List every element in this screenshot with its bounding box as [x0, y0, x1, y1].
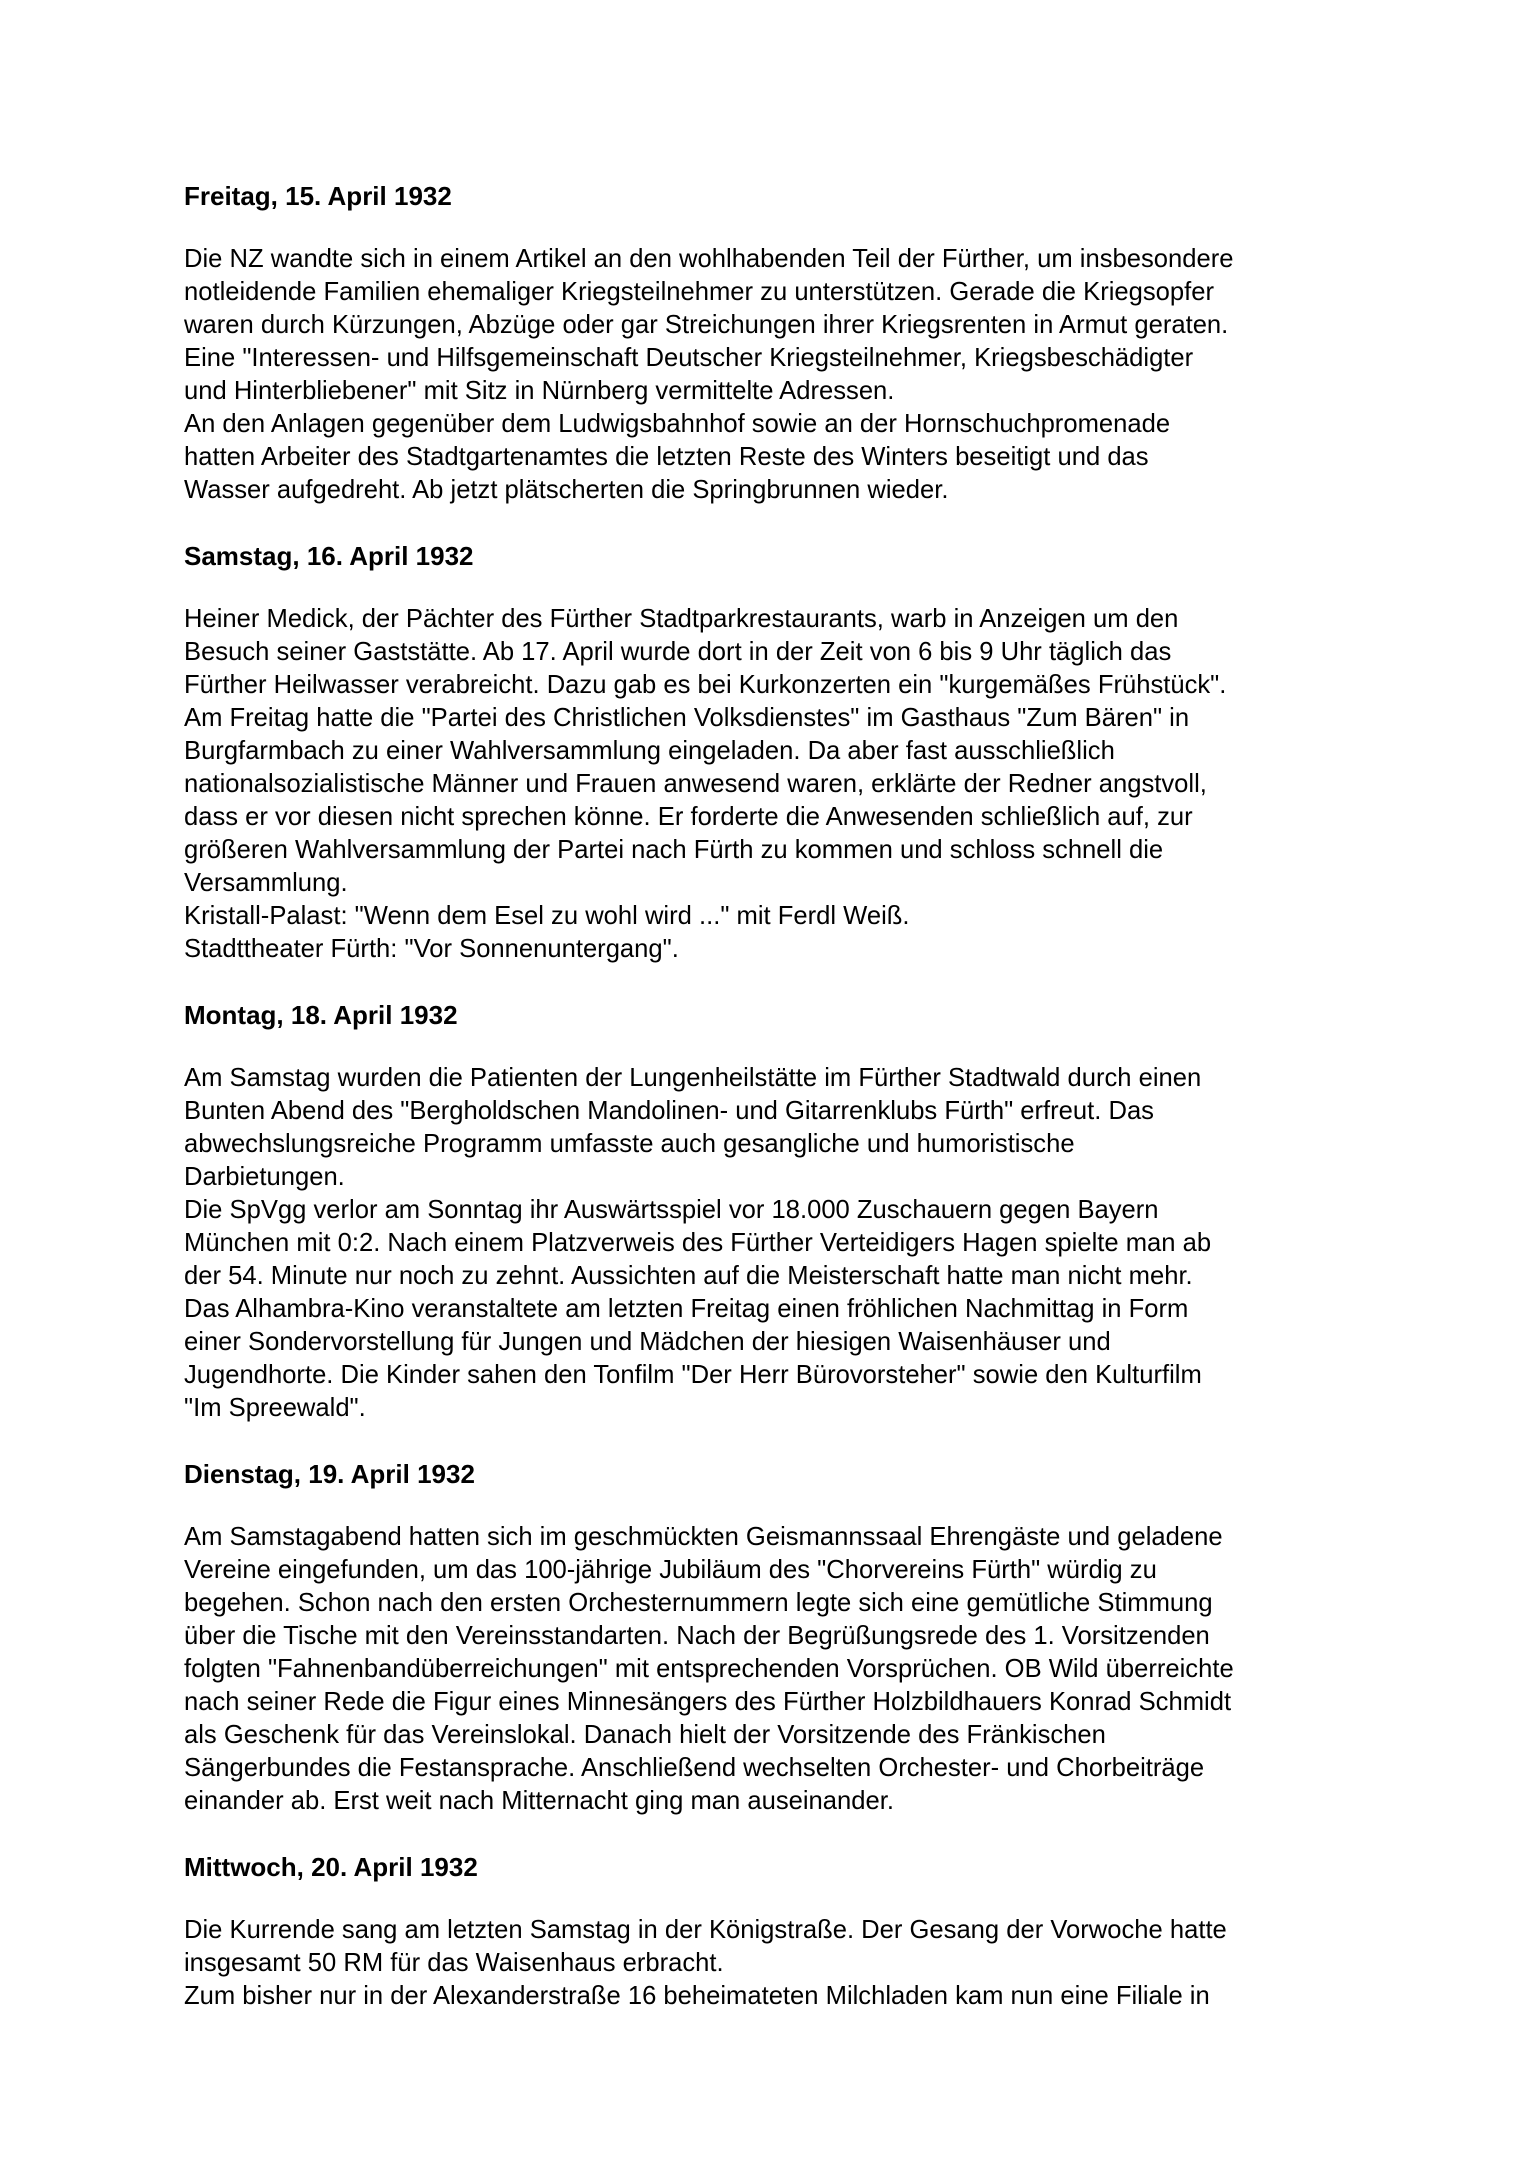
text-line: hatten Arbeiter des Stadtgartenamtes die letzten Reste des Winters beseitigt und das — [184, 443, 1149, 471]
text-line: Sängerbundes die Festansprache. Anschließend wechselten Orchester- und Chorbeiträge — [184, 1754, 1205, 1782]
entry-date: Dienstag, 19. April 1932 — [184, 1459, 475, 1489]
text-line: Das Alhambra-Kino veranstaltete am letzten Freitag einen fröhlichen Nachmittag in Form — [184, 1295, 1189, 1323]
text-line: nach seiner Rede die Figur eines Minnesängers des Fürther Holzbildhauers Konrad Schmidt — [184, 1688, 1232, 1716]
text-line: München mit 0:2. Nach einem Platzverweis des Fürther Verteidigers Hagen spielte man ab — [184, 1229, 1212, 1257]
text-line: Stadttheater Fürth: "Vor Sonnenuntergang". — [184, 935, 679, 963]
text-line: Vereine eingefunden, um das 100-jährige Jubiläum des "Chorvereins Fürth" würdig zu — [184, 1556, 1157, 1584]
entry-date: Samstag, 16. April 1932 — [184, 541, 474, 571]
text-line: nationalsozialistische Männer und Frauen anwesend waren, erklärte der Redner angstvoll, — [184, 770, 1207, 798]
entry-date: Freitag, 15. April 1932 — [184, 181, 452, 211]
text-line: Die SpVgg verlor am Sonntag ihr Auswärtsspiel vor 18.000 Zuschauern gegen Bayern — [184, 1196, 1159, 1224]
text-line: begehen. Schon nach den ersten Orchesternummern legte sich eine gemütliche Stimmung — [184, 1589, 1213, 1617]
text-line: "Im Spreewald". — [184, 1394, 366, 1422]
text-line: insgesamt 50 RM für das Waisenhaus erbracht. — [184, 1949, 724, 1977]
entry-3 — [184, 999, 1414, 1425]
text-line: dass er vor diesen nicht sprechen könne. Er forderte die Anwesenden schließlich auf, zur — [184, 803, 1193, 831]
text-line: Jugendhorte. Die Kinder sahen den Tonfilm "Der Herr Bürovorsteher" sowie den Kulturfilm — [184, 1361, 1202, 1389]
text-line: Zum bisher nur in der Alexanderstraße 16 beheimateten Milchladen kam nun eine Filiale in — [184, 1982, 1210, 2010]
text-line: größeren Wahlversammlung der Partei nach Fürth zu kommen und schloss schnell die — [184, 836, 1164, 864]
entry-1 — [184, 180, 1414, 507]
text-line: Am Freitag hatte die "Partei des Christlichen Volksdienstes" im Gasthaus "Zum Bären" in — [184, 704, 1190, 732]
entry-body — [184, 243, 1414, 507]
text-line: Versammlung. — [184, 869, 348, 897]
text-line: Eine "Interessen- und Hilfsgemeinschaft Deutscher Kriegsteilnehmer, Kriegsbeschädigter — [184, 344, 1194, 372]
entry-date: Montag, 18. April 1932 — [184, 1000, 458, 1030]
text-line: Die Kurrende sang am letzten Samstag in der Königstraße. Der Gesang der Vorwoche hatte — [184, 1916, 1227, 1944]
text-line: Die NZ wandte sich in einem Artikel an den wohlhabenden Teil der Fürther, um insbesondere — [184, 245, 1234, 273]
text-line: Am Samstagabend hatten sich im geschmückten Geismannssaal Ehrengäste und geladene — [184, 1523, 1223, 1551]
text-line: Fürther Heilwasser verabreicht. Dazu gab es bei Kurkonzerten ein "kurgemäßes Frühstück". — [184, 671, 1227, 699]
text-line: der 54. Minute nur noch zu zehnt. Aussichten auf die Meisterschaft hatte man nicht mehr. — [184, 1262, 1193, 1290]
text-line: Darbietungen. — [184, 1163, 345, 1191]
entry-date: Mittwoch, 20. April 1932 — [184, 1852, 478, 1882]
entry-body — [184, 603, 1414, 966]
text-line: Burgfarmbach zu einer Wahlversammlung eingeladen. Da aber fast ausschließlich — [184, 737, 1115, 765]
entry-2 — [184, 540, 1414, 966]
text-line: abwechslungsreiche Programm umfasste auch gesangliche und humoristische — [184, 1130, 1075, 1158]
text-line: Bunten Abend des "Bergholdschen Mandolinen- und Gitarrenklubs Fürth" erfreut. Das — [184, 1097, 1154, 1125]
text-line: Kristall-Palast: "Wenn dem Esel zu wohl wird ..." mit Ferdl Weiß. — [184, 902, 910, 930]
text-line: einander ab. Erst weit nach Mitternacht ging man auseinander. — [184, 1787, 894, 1815]
entry-body — [184, 1062, 1414, 1425]
text-line: einer Sondervorstellung für Jungen und Mädchen der hiesigen Waisenhäuser und — [184, 1328, 1111, 1356]
text-line: Besuch seiner Gaststätte. Ab 17. April wurde dort in der Zeit von 6 bis 9 Uhr täglich das — [184, 638, 1172, 666]
entry-5 — [184, 1851, 1414, 2013]
text-line: waren durch Kürzungen, Abzüge oder gar Streichungen ihrer Kriegsrenten in Armut geraten. — [184, 311, 1229, 339]
text-line: über die Tische mit den Vereinsstandarten. Nach der Begrüßungsrede des 1. Vorsitzenden — [184, 1622, 1210, 1650]
entry-body — [184, 1521, 1414, 1818]
text-line: folgten "Fahnenbandüberreichungen" mit entsprechenden Vorsprüchen. OB Wild überreichte — [184, 1655, 1234, 1683]
text-line: Wasser aufgedreht. Ab jetzt plätscherten die Springbrunnen wieder. — [184, 476, 949, 504]
text-line: als Geschenk für das Vereinslokal. Danach hielt der Vorsitzende des Fränkischen — [184, 1721, 1106, 1749]
entry-body — [184, 1914, 1414, 2013]
text-line: An den Anlagen gegenüber dem Ludwigsbahnhof sowie an der Hornschuchpromenade — [184, 410, 1171, 438]
entry-4 — [184, 1458, 1414, 1818]
text-line: und Hinterbliebener" mit Sitz in Nürnberg vermittelte Adressen. — [184, 377, 895, 405]
text-line: Heiner Medick, der Pächter des Fürther Stadtparkrestaurants, warb in Anzeigen um den — [184, 605, 1179, 633]
text-line: Am Samstag wurden die Patienten der Lungenheilstätte im Fürther Stadtwald durch einen — [184, 1064, 1202, 1092]
document-page — [184, 180, 1414, 2046]
text-line: notleidende Familien ehemaliger Kriegsteilnehmer zu unterstützen. Gerade die Kriegsopfer — [184, 278, 1215, 306]
